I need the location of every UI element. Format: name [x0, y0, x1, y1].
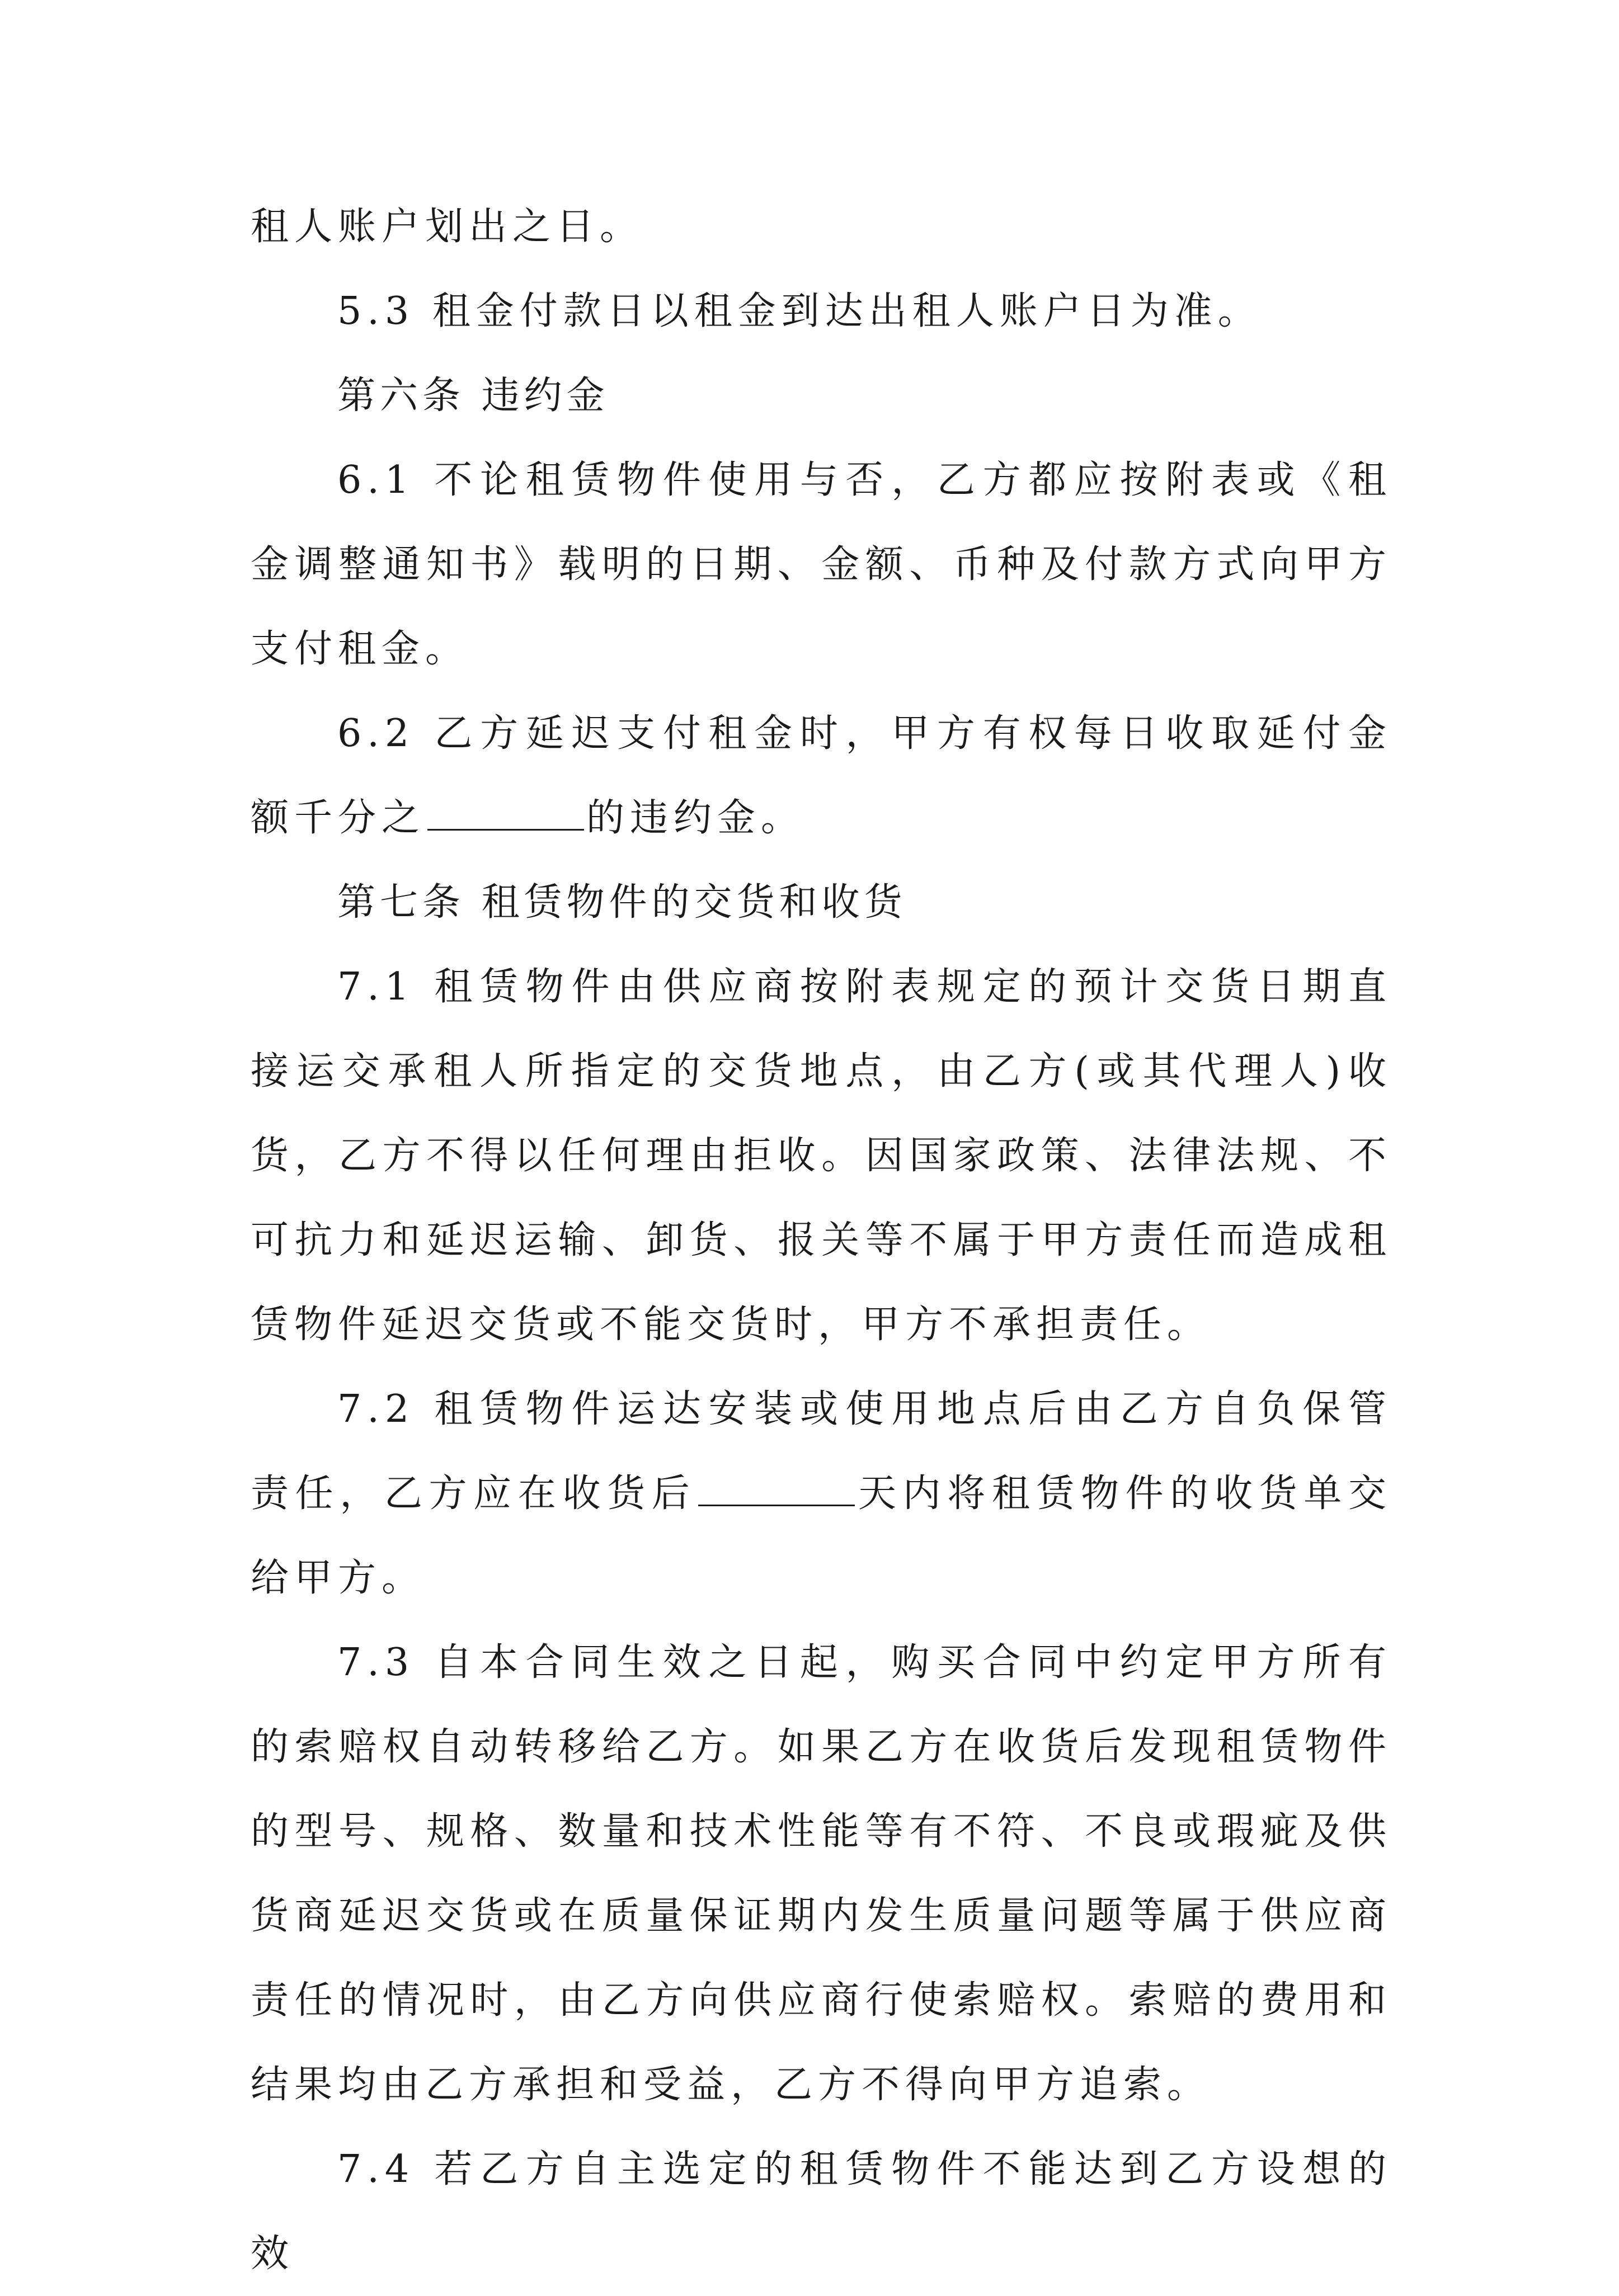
- paragraph-7-4: 7.4 若乙方自主选定的租赁物件不能达到乙方设想的效: [251, 2147, 1392, 2276]
- paragraph-6-2-text-before: 6.2 乙方延迟支付租金时，甲方有权每日收取延付金额千分之: [251, 711, 1392, 840]
- paragraph-6-1: 6.1 不论租赁物件使用与否，乙方都应按附表或《租金调整通知书》载明的日期、金额、币种及付款方式向甲方支付租金。: [251, 458, 1392, 671]
- paragraph-7-2: [251, 1367, 1392, 1620]
- paragraph-5-3: 5.3 租金付款日以租金到达出租人账户日为准。: [337, 289, 1262, 333]
- paragraph-7-2-text-before: 7.2 租赁物件运达安装或使用地点后由乙方自负保管责任，乙方应在收货后: [251, 1387, 1392, 1516]
- paragraph-7-2-text-after: 天内将租赁物件的收货单交给甲方。: [251, 1472, 1392, 1600]
- document-body: [251, 185, 1392, 2296]
- paragraph-7-3: 7.3 自本合同生效之日起，购买合同中约定甲方所有的索赔权自动转移给乙方。如果乙方在收货后发现租赁物件的型号、规格、数量和技术性能等有不符、不良或瑕疵及供货商延迟交货或在质量保证期内发生质量问题等属于供应商责任的情况时，由乙方向供应商行使索赔权。索赔的费用和结果均由乙方承担和受益，乙方不得向甲方追索。: [251, 1640, 1392, 2107]
- fill-in-blank-penalty-rate: [427, 796, 584, 831]
- paragraph-6-2-text-after: 的违约金。: [586, 796, 805, 840]
- paragraph-continuation: 租人账户划出之日。: [251, 205, 644, 249]
- paragraph-7-1: 7.1 租赁物件由供应商按附表规定的预计交货日期直接运交承租人所指定的交货地点，由乙方(或其代理人)收货，乙方不得以任何理由拒收。因国家政策、法律法规、不可抗力和延迟运输、卸货、报关等不属于甲方责任而造成租赁物件延迟交货或不能交货时，甲方不承担责任。: [251, 965, 1392, 1347]
- paragraph-6-2: [251, 691, 1392, 860]
- fill-in-blank-days: [698, 1472, 855, 1506]
- article-6-heading: 第六条 违约金: [337, 374, 609, 418]
- article-7-heading: 第七条 租赁物件的交货和收货: [337, 880, 907, 925]
